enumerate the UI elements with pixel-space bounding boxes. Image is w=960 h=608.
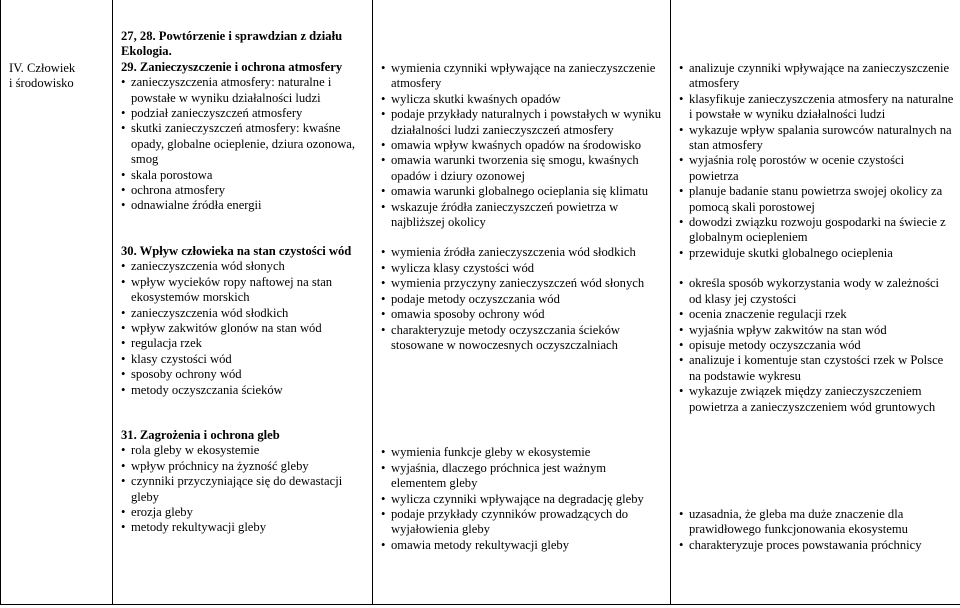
basic-req-atmosphere-list	[381, 61, 664, 230]
list-item: • wymienia przyczyny zanieczyszczeń wód słonych	[381, 276, 664, 291]
list-item: • charakteryzuje metody oczyszczania ścieków stosowane w nowoczesnych oczyszczalniach	[381, 323, 664, 354]
list-item: • wylicza skutki kwaśnych opadów	[381, 92, 664, 107]
list-item: • erozja gleby	[121, 505, 366, 520]
list-item: • omawia warunki globalnego ocieplania się klimatu	[381, 184, 664, 199]
list-item: • omawia warunki tworzenia się smogu, kwaśnych opadów i dziury ozonowej	[381, 153, 664, 184]
topics-cell	[113, 0, 373, 605]
list-item: • metody rekultywacji gleby	[121, 520, 366, 535]
ext-req-atmosphere-list	[679, 61, 954, 261]
section-cell	[1, 0, 113, 605]
list-item: • omawia sposoby ochrony wód	[381, 307, 664, 322]
list-item: • zanieczyszczenia wód słodkich	[121, 306, 366, 321]
list-item: • analizuje i komentuje stan czystości rzek w Polsce na podstawie wykresu	[679, 353, 954, 384]
list-item: • omawia wpływ kwaśnych opadów na środowisko	[381, 138, 664, 153]
list-item: • uzasadnia, że gleba ma duże znaczenie dla prawidłowego funkcjonowania ekosystemu	[679, 507, 954, 538]
list-item: • wykazuje wpływ spalania surowców naturalnych na stan atmosfery	[679, 123, 954, 154]
list-item: • wylicza czynniki wpływające na degradację gleby	[381, 492, 664, 507]
list-item: • przewiduje skutki globalnego ocieplenia	[679, 246, 954, 261]
list-item: • podaje metody oczyszczania wód	[381, 292, 664, 307]
list-item: • opisuje metody oczyszczania wód	[679, 338, 954, 353]
list-item: • rola gleby w ekosystemie	[121, 443, 366, 458]
list-item: • dowodzi związku rozwoju gospodarki na świecie z globalnym ociepleniem	[679, 215, 954, 246]
list-item: • wymienia funkcje gleby w ekosystemie	[381, 445, 664, 460]
list-item: • wymienia czynniki wpływające na zanieczyszczenie atmosfery	[381, 61, 664, 92]
extended-requirements-cell	[671, 0, 960, 605]
list-item: • sposoby ochrony wód	[121, 367, 366, 382]
list-item: • klasyfikuje zanieczyszczenia atmosfery na naturalne i powstałe w wyniku działalności ludzi	[679, 92, 954, 123]
topic-title-31: 31. Zagrożenia i ochrona gleb	[121, 427, 280, 442]
list-item: • skala porostowa	[121, 168, 366, 183]
list-item: • wpływ próchnicy na żyzność gleby	[121, 459, 366, 474]
list-item: • wyjaśnia, dlaczego próchnica jest ważnym elementem gleby	[381, 461, 664, 492]
list-item: • podaje przykłady czynników prowadzących do wyjałowienia gleby	[381, 507, 664, 538]
list-item: • wpływ zakwitów glonów na stan wód	[121, 321, 366, 336]
list-item: • skutki zanieczyszczeń atmosfery: kwaśne opady, globalne ocieplenie, dziura ozonowa, smog	[121, 121, 366, 167]
topic-30-list	[121, 259, 366, 398]
topic-29-list	[121, 75, 366, 214]
basic-req-soil-list	[381, 445, 664, 553]
basic-requirements-cell	[373, 0, 671, 605]
list-item: • omawia metody rekultywacji gleby	[381, 538, 664, 553]
topic-title-30: 30. Wpływ człowieka na stan czystości wód	[121, 243, 352, 258]
ext-req-soil-list	[679, 507, 954, 553]
basic-req-water-list	[381, 245, 664, 353]
list-item: • ocenia znaczenie regulacji rzek	[679, 307, 954, 322]
list-item: • charakteryzuje proces powstawania próchnicy	[679, 538, 954, 553]
list-item: • wpływ wycieków ropy naftowej na stan ekosystemów morskich	[121, 275, 366, 306]
list-item: • wskazuje źródła zanieczyszczeń powietrza w najbliższej okolicy	[381, 200, 664, 231]
list-item: • określa sposób wykorzystania wody w zależności od klasy jej czystości	[679, 276, 954, 307]
list-item: • wyjaśnia wpływ zakwitów na stan wód	[679, 323, 954, 338]
section-name-line-2: i środowisko	[9, 76, 74, 91]
list-item: • ochrona atmosfery	[121, 183, 366, 198]
list-item: • klasy czystości wód	[121, 352, 366, 367]
list-item: • podaje przykłady naturalnych i powstałych w wyniku działalności ludzi zanieczyszczeń atmosfery	[381, 107, 664, 138]
topic-31-list	[121, 443, 366, 535]
section-name-line-1: IV. Człowiek	[9, 61, 76, 75]
ext-req-water-list	[679, 276, 954, 415]
list-item: • planuje badanie stanu powietrza swojej okolicy za pomocą skali porostowej	[679, 184, 954, 215]
list-item: • odnawialne źródła energii	[121, 198, 366, 213]
list-item: • zanieczyszczenia wód słonych	[121, 259, 366, 274]
list-item: • wylicza klasy czystości wód	[381, 261, 664, 276]
list-item: • regulacja rzek	[121, 336, 366, 351]
list-item: • wyjaśnia rolę porostów w ocenie czystości powietrza	[679, 153, 954, 184]
list-item: • czynniki przyczyniające się do dewastacji gleby	[121, 474, 366, 505]
list-item: • podział zanieczyszczeń atmosfery	[121, 106, 366, 121]
list-item: • wykazuje związek między zanieczyszczeniem powietrza a zanieczyszczeniem wód gruntowych	[679, 384, 954, 415]
list-item: • metody oczyszczania ścieków	[121, 383, 366, 398]
list-item: • analizuje czynniki wpływające na zanieczyszczenie atmosfery	[679, 61, 954, 92]
list-item: • zanieczyszczenia atmosfery: naturalne i powstałe w wyniku działalności ludzi	[121, 75, 366, 106]
topic-title-29: 29. Zanieczyszczenie i ochrona atmosfery	[121, 59, 343, 74]
list-item: • wymienia źródła zanieczyszczenia wód słodkich	[381, 245, 664, 260]
topic-title-27-28: 27, 28. Powtórzenie i sprawdzian z działu Ekologia.	[121, 29, 343, 59]
